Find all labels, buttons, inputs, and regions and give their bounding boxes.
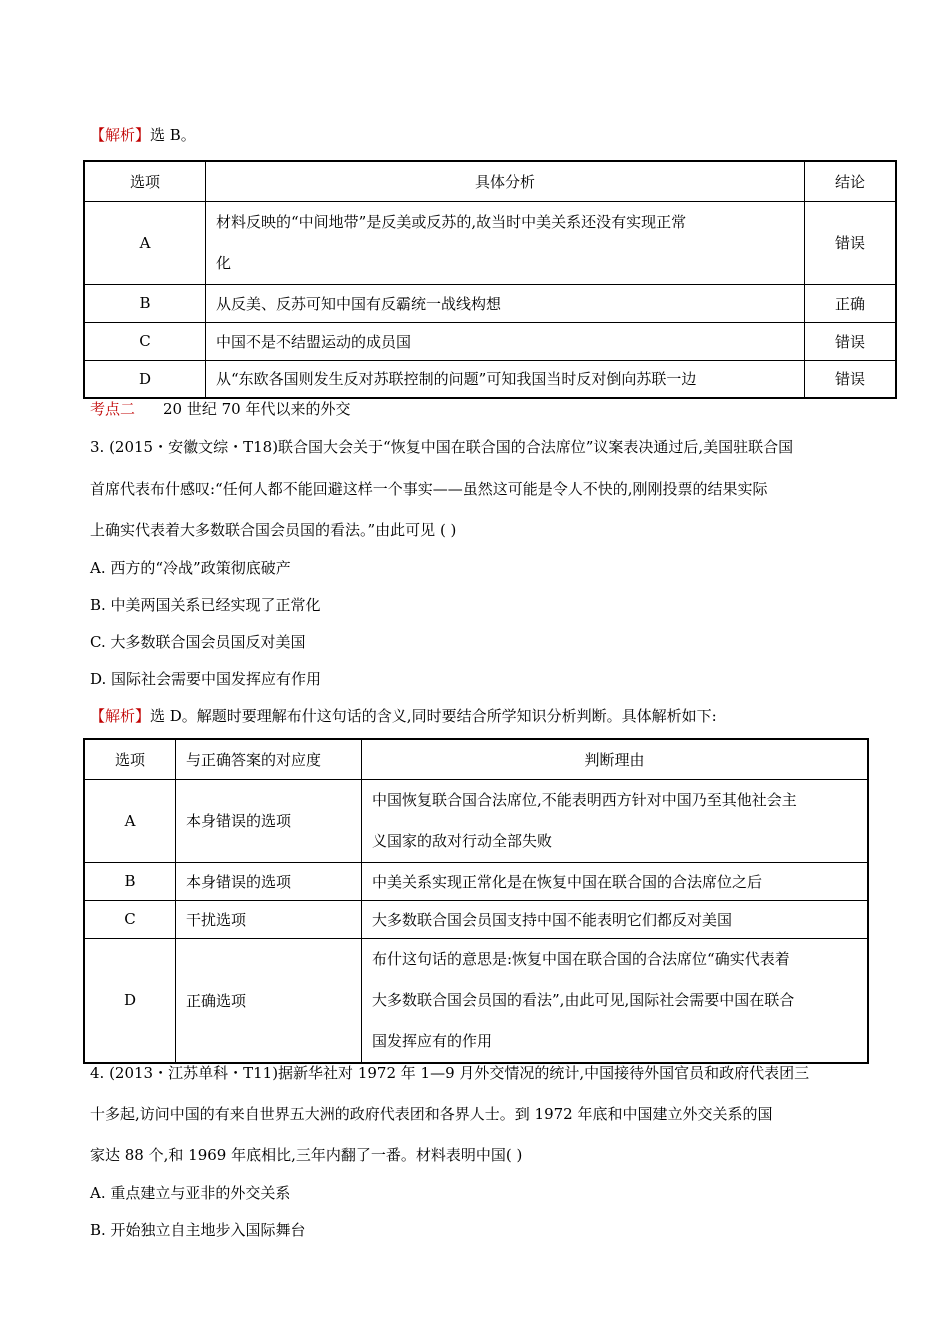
analysis-table-1 bbox=[83, 160, 897, 399]
q3-option-d: D. 国际社会需要中国发挥应有作用 bbox=[90, 670, 322, 688]
row-result: 错误 bbox=[805, 360, 897, 398]
table-row bbox=[84, 284, 896, 322]
q3-line: 上确实代表着大多数联合国会员国的看法。”由此可见 ( ) bbox=[90, 521, 457, 539]
table-header-row bbox=[84, 161, 896, 201]
row-result: 错误 bbox=[805, 201, 897, 284]
row-degree: 正确选项 bbox=[176, 938, 362, 1063]
header-option: 选项 bbox=[84, 161, 206, 201]
row-option: D bbox=[84, 360, 206, 398]
row-result: 正确 bbox=[805, 284, 897, 322]
q4-option-b: B. 开始独立自主地步入国际舞台 bbox=[90, 1221, 306, 1239]
reason-line: 中国恢复联合国合法席位,不能表明西方针对中国乃至其他社会主 bbox=[372, 790, 797, 809]
section-title: 20 世纪 70 年代以来的外交 bbox=[163, 400, 351, 418]
analysis-tag: 【解析】 bbox=[90, 126, 151, 144]
header-result: 结论 bbox=[805, 161, 897, 201]
section-heading bbox=[90, 398, 351, 419]
reason-line: 国发挥应有的作用 bbox=[372, 1031, 493, 1050]
q4-option-a: A. 重点建立与亚非的外交关系 bbox=[90, 1184, 291, 1202]
q4-line: 家达 88 个,和 1969 年底相比,三年内翻了一番。材料表明中国( ) bbox=[90, 1146, 523, 1164]
q3-option-c: C. 大多数联合国会员国反对美国 bbox=[90, 633, 306, 651]
row-analysis: 中国不是不结盟运动的成员国 bbox=[206, 322, 805, 360]
table-row bbox=[84, 201, 896, 284]
header-analysis: 具体分析 bbox=[206, 161, 805, 201]
table-row bbox=[84, 862, 868, 900]
header-option: 选项 bbox=[84, 739, 176, 779]
row-option: D bbox=[84, 938, 176, 1063]
analysis-text: 选 B。 bbox=[150, 126, 196, 144]
row-result: 错误 bbox=[805, 322, 897, 360]
q3-option-a: A. 西方的“冷战”政策彻底破产 bbox=[90, 559, 291, 577]
reason-line: 义国家的敌对行动全部失败 bbox=[372, 831, 553, 850]
row-reason bbox=[362, 938, 869, 1063]
table-row bbox=[84, 900, 868, 938]
row-degree: 干扰选项 bbox=[176, 900, 362, 938]
row-reason bbox=[362, 779, 869, 862]
row-option: C bbox=[84, 322, 206, 360]
row-analysis: 从反美、反苏可知中国有反霸统一战线构想 bbox=[206, 284, 805, 322]
q4-line: 十多起,访问中国的有来自世界五大洲的政府代表团和各界人士。到 1972 年底和中国建立外交关系的国 bbox=[90, 1105, 773, 1123]
table-row bbox=[84, 322, 896, 360]
analysis-line: 材料反映的“中间地带”是反美或反苏的,故当时中美关系还没有实现正常 bbox=[216, 212, 687, 231]
q3-option-b: B. 中美两国关系已经实现了正常化 bbox=[90, 596, 321, 614]
q4-line: 4. (2013・江苏单科・T11)据新华社对 1972 年 1—9 月外交情况的统计,中国接待外国官员和政府代表团三 bbox=[90, 1064, 810, 1082]
section-label: 考点二 bbox=[90, 400, 136, 418]
row-analysis bbox=[206, 201, 805, 284]
row-option: B bbox=[84, 284, 206, 322]
row-degree: 本身错误的选项 bbox=[176, 862, 362, 900]
analysis-table-2 bbox=[83, 738, 869, 1064]
reason-line: 布什这句话的意思是:恢复中国在联合国的合法席位“确实代表着 bbox=[372, 949, 790, 968]
row-option: C bbox=[84, 900, 176, 938]
row-option: A bbox=[84, 779, 176, 862]
row-analysis: 从“东欧各国则发生反对苏联控制的问题”可知我国当时反对倒向苏联一边 bbox=[206, 360, 805, 398]
q3-line: 首席代表布什感叹:“任何人都不能回避这样一个事实——虽然这可能是令人不快的,刚刚投票的结果实际 bbox=[90, 480, 768, 498]
header-reason: 判断理由 bbox=[362, 739, 869, 779]
analysis-tag: 【解析】 bbox=[90, 707, 151, 725]
row-option: B bbox=[84, 862, 176, 900]
q3-line: 3. (2015・安徽文综・T18)联合国大会关于“恢复中国在联合国的合法席位”议案表决通过后,美国驻联合国 bbox=[90, 438, 794, 456]
row-reason: 中美关系实现正常化是在恢复中国在联合国的合法席位之后 bbox=[362, 862, 869, 900]
analysis-text: 选 D。解题时要理解布什这句话的含义,同时要结合所学知识分析判断。具体解析如下: bbox=[150, 707, 717, 725]
table-row bbox=[84, 938, 868, 1063]
analysis-2 bbox=[90, 705, 717, 726]
reason-line: 大多数联合国会员国的看法”,由此可见,国际社会需要中国在联合 bbox=[372, 990, 795, 1009]
row-option: A bbox=[84, 201, 206, 284]
row-degree: 本身错误的选项 bbox=[176, 779, 362, 862]
row-reason: 大多数联合国会员国支持中国不能表明它们都反对美国 bbox=[362, 900, 869, 938]
table-header-row bbox=[84, 739, 868, 779]
analysis-line: 化 bbox=[216, 253, 232, 272]
analysis-1 bbox=[90, 124, 196, 145]
table-row bbox=[84, 360, 896, 398]
header-degree: 与正确答案的对应度 bbox=[176, 739, 362, 779]
table-row bbox=[84, 779, 868, 862]
